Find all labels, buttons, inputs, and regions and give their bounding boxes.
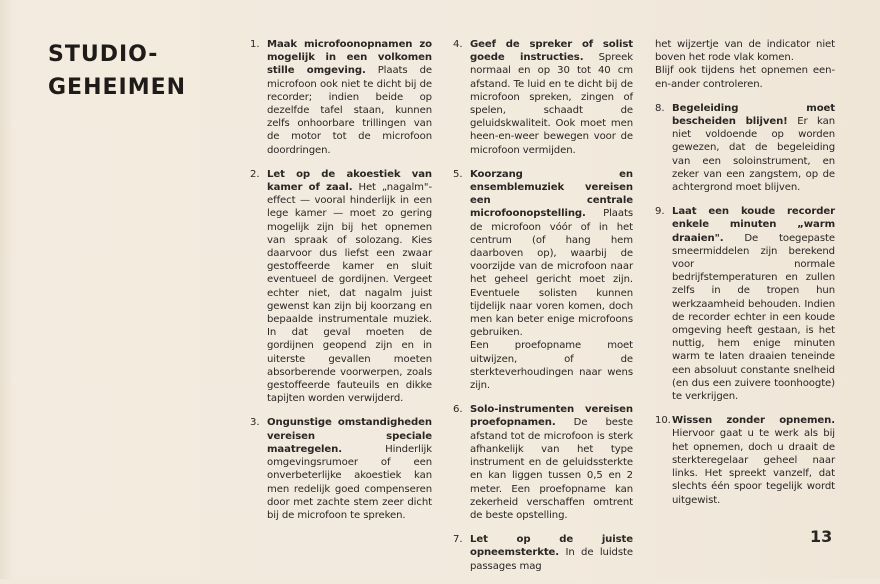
tip-item-4	[453, 38, 633, 157]
tip-number: 8.	[655, 102, 665, 114]
tip-body: Het „nagalm"-effect — vooral hinderlijk in een lege kamer — moet zo gering mogelijk zijn bij het opnemen van spraak of solozang. Kies daarvoor dus liefst een zwaar gestoffeerde kamer en sluit eventueel de gordijnen. Vergeet echter niet, dat nagalm juist gewenst kan zijn bij koorzang en bepaalde instrumentale muziek. In dat geval moeten de gordijnen geopend zijn en in uiterste gevallen moeten absorberende voorwerpen, zoals gestoffeerde fauteuils en dikke tapijten worden verwijderd.	[267, 182, 432, 405]
tip-heading: Laat een koude recorder enkele minuten „warm draaien".	[672, 206, 835, 244]
tip-item-7	[453, 533, 633, 573]
tip-heading: Begeleiding moet bescheiden blijven!	[672, 102, 835, 128]
tip-number: 1.	[250, 39, 260, 50]
tip-item-7-continued	[655, 38, 835, 91]
tip-item-8	[655, 102, 835, 194]
tip-number: 4.	[453, 39, 463, 50]
tip-item-2	[250, 168, 432, 406]
tip-number: 10.	[655, 415, 671, 427]
tip-body: Spreek normaal en op 30 tot 40 cm afstand. Te luid en te dicht bij de microfoon spreken, zingen of spelen, schaadt de geluidskwaliteit. Ook moet men heen-en-weer bewegen voor de microfoon vermijden.	[470, 52, 633, 156]
tip-body: Hiervoor gaat u te werk als bij het opnemen, doch u draait de sterkteregelaar geheel naar links. Het spreekt vanzelf, dat slechts één spoor tegelijk wordt uitgewist.	[672, 428, 835, 506]
text-column-3	[655, 38, 835, 518]
tip-number: 7.	[453, 534, 463, 546]
tip-extra: Blijf ook tijdens het opnemen een-en-ander controleren.	[655, 65, 835, 90]
tip-item-3	[250, 416, 432, 522]
tip-heading: Let op de akoestiek van kamer of zaal.	[267, 168, 432, 194]
text-column-2	[453, 38, 633, 584]
tip-continuation: het wijzertje van de indicator niet boven het rode vlak komen.	[655, 39, 835, 64]
tip-body: De toegepaste smeermiddelen zijn berekend voor normale bedrijfstemperaturen en zullen zelfs in de tropen hun werkzaamheid behouden. Indien de recorder echter in een koude omgeving heeft gestaan, is het nuttig, hem enige minuten warm te laten draaien teneinde een absoluut constante snelheid (en dus een zuivere toonhoogte) te verkrijgen.	[672, 232, 835, 403]
tip-body: Plaats de microfoon ook niet te dicht bij de recorder; indien beide op dezelfde tafel staan, kunnen zelfs onhoorbare trillingen van de motor tot de microfoon doordringen.	[267, 65, 433, 156]
tip-item-9	[655, 205, 835, 403]
tip-extra: Een proefopname moet uitwijzen, of de sterkteverhoudingen naar wens zijn.	[470, 340, 633, 392]
title-line-2: GEHEIMEN	[48, 75, 187, 100]
tip-number: 2.	[250, 168, 260, 180]
tip-heading: Maak microfoonopnamen zo mogelijk in een volkomen stille omgeving.	[267, 39, 432, 77]
tip-heading: Wissen zonder opnemen.	[672, 415, 835, 427]
text-column-1	[250, 38, 432, 533]
tip-body: Plaats de microfoon vóór of in het centrum (of hang hem daarboven op), waarbij de voorzijde van de microfoon naar het geheel gericht moet zijn. Eventuele solisten kunnen tijdelijk naar voren komen, doch men kan beter enige microfoons gebruiken.	[470, 208, 633, 339]
tip-number: 3.	[250, 417, 260, 429]
tip-heading: Koorzang en ensemblemuziek vereisen een centrale microfoonopstelling.	[470, 168, 633, 220]
tip-item-10	[655, 414, 835, 506]
tip-number: 6.	[453, 404, 463, 416]
tip-item-5	[453, 168, 633, 392]
tip-body: In de luidste passages mag	[470, 547, 633, 572]
tip-number: 5.	[453, 168, 463, 180]
tip-heading: Ongunstige omstandigheden vereisen speciale maatregelen.	[267, 417, 432, 455]
tip-item-1	[250, 38, 432, 157]
tip-body: De beste afstand tot de microfoon is sterk afhankelijk van het type instrument en de geluidssterkte en kan liggen tussen 0,5 en 2 meter. Een proefopname kan zekerheid verschaffen omtrent de beste opstelling.	[470, 417, 633, 521]
tip-heading: Let op de juiste opneemsterkte.	[470, 534, 633, 559]
tip-number: 9.	[655, 206, 665, 218]
page-title	[48, 38, 186, 104]
title-line-1: STUDIO-	[48, 42, 159, 67]
page-number: 13	[810, 527, 833, 546]
tip-body: Er kan niet voldoende op worden gewezen, dat de begeleiding van een soloinstrument, en zeker van een zangstem, op de achtergrond moet blijven.	[672, 116, 836, 194]
tip-body: Hinderlijk omgevingsrumoer of een onverbeterlijke akoestiek kan men redelijk goed compenseren door met zachte stem zeer dicht bij de microfoon te spreken.	[267, 443, 432, 521]
tip-item-6	[453, 403, 633, 522]
tip-heading: Solo-instrumenten vereisen proefopnamen.	[470, 404, 633, 429]
tip-heading: Geef de spreker of solist goede instructies.	[470, 39, 633, 64]
